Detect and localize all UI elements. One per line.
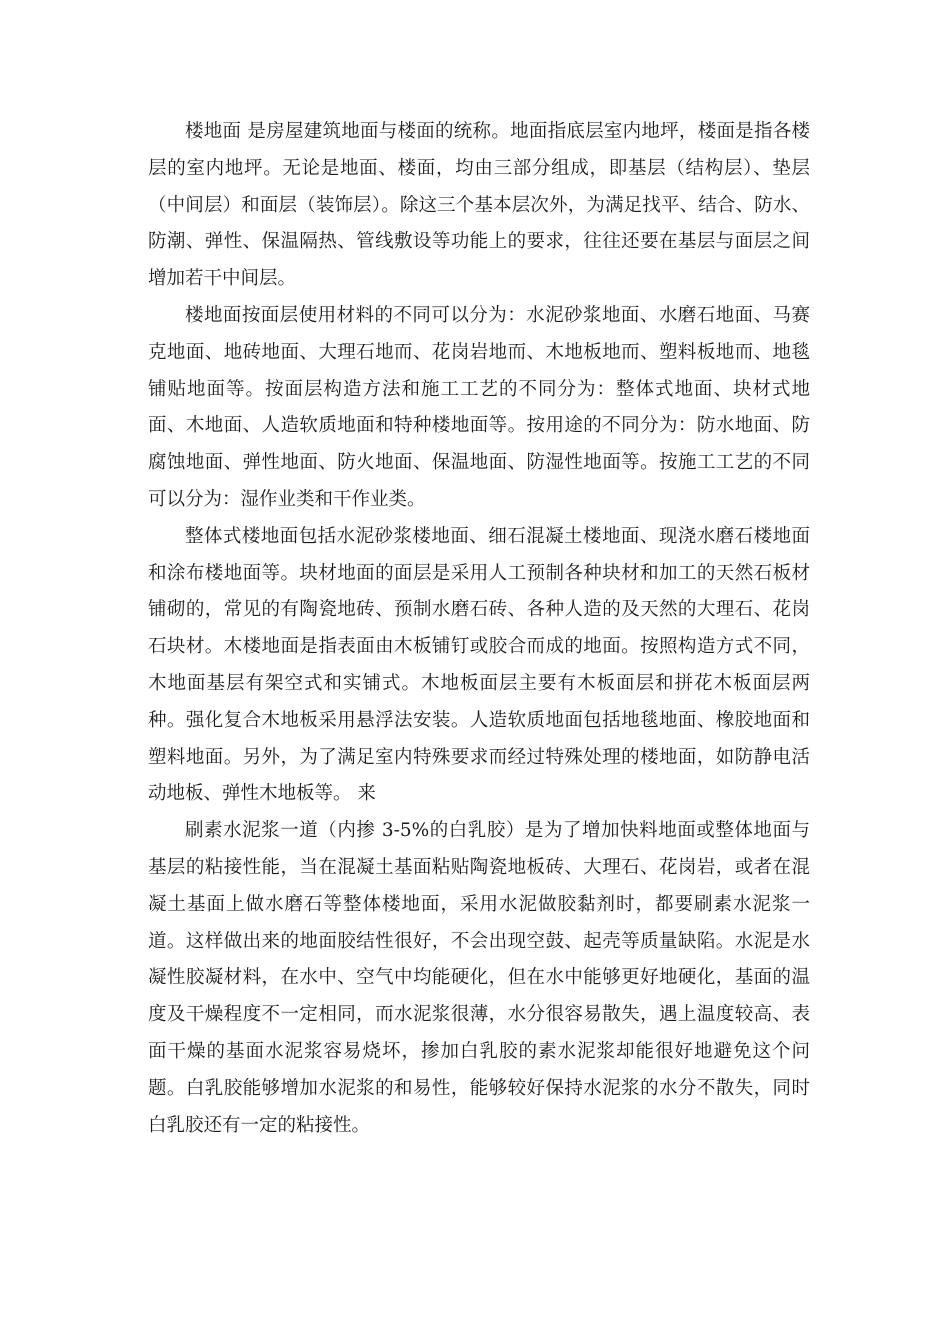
document-body [148, 114, 810, 1144]
paragraph-cement-slurry: 刷素水泥浆一道（内掺 3-5%的白乳胶）是为了增加快料地面或整体地面与基层的粘接性能，当在混凝土基面粘贴陶瓷地板砖、大理石、花岗岩，或者在混凝土基面上做水磨石等整体楼地面，采用水泥做胶黏剂时，都要刷素水泥浆一道。这样做出来的地面胶结性很好，不会出现空鼓、起壳等质量缺陷。水泥是水凝性胶凝材料，在水中、空气中均能硬化，但在水中能够更好地硬化，基面的温度及干燥程度不一定相同，而水泥浆很薄，水分很容易散失，遇上温度较高、表面干燥的基面水泥浆容易烧坏，掺加白乳胶的素水泥浆却能很好地避免这个问题。白乳胶能够增加水泥浆的和易性，能够较好保持水泥浆的水分不散失，同时白乳胶还有一定的粘接性。 [148, 820, 810, 1136]
paragraph-floor-types: 整体式楼地面包括水泥砂浆楼地面、细石混凝土楼地面、现浇水磨石楼地面和涂布楼地面等。块材地面的面层是采用人工预制各种块材和加工的天然石板材铺砌的，常见的有陶瓷地砖、预制水磨石砖、各种人造的及天然的大理石、花岗石块材。木楼地面是指表面由木板铺钉或胶合而成的地面。按照构造方式不同，木地面基层有架空式和实铺式。木地板面层主要有木板面层和拼花木板面层两种。强化复合木地板采用悬浮法安装。人造软质地面包括地毯地面、橡胶地面和塑料地面。另外，为了满足室内特殊要求而经过特殊处理的楼地面，如防静电活动地板、弹性木地板等。 来 [148, 525, 810, 805]
paragraph-floor-classification: 楼地面按面层使用材料的不同可以分为：水泥砂浆地面、水磨石地面、马赛克地面、地砖地面、大理石地而、花岗岩地而、木地板地而、塑料板地而、地毯铺贴地面等。按面层构造方法和施工工艺的不同分为：整体式地面、块材式地面、木地面、人造软质地面和特种楼地面等。按用途的不同分为：防水地面、防腐蚀地面、弹性地面、防火地面、保温地面、防湿性地面等。按施工工艺的不同可以分为：湿作业类和干作业类。 [148, 304, 810, 510]
paragraph-floor-definition: 楼地面 是房屋建筑地面与楼面的统称。地面指底层室内地坪，楼面是指各楼层的室内地坪。无论是地面、楼面，均由三部分组成，即基层（结构层）、垫层（中间层）和面层（装饰层）。除这三个基本层次外，为满足找平、结合、防水、防潮、弹性、保温隔热、管线敷设等功能上的要求，往往还要在基层与面层之间增加若干中间层。 [148, 121, 810, 290]
